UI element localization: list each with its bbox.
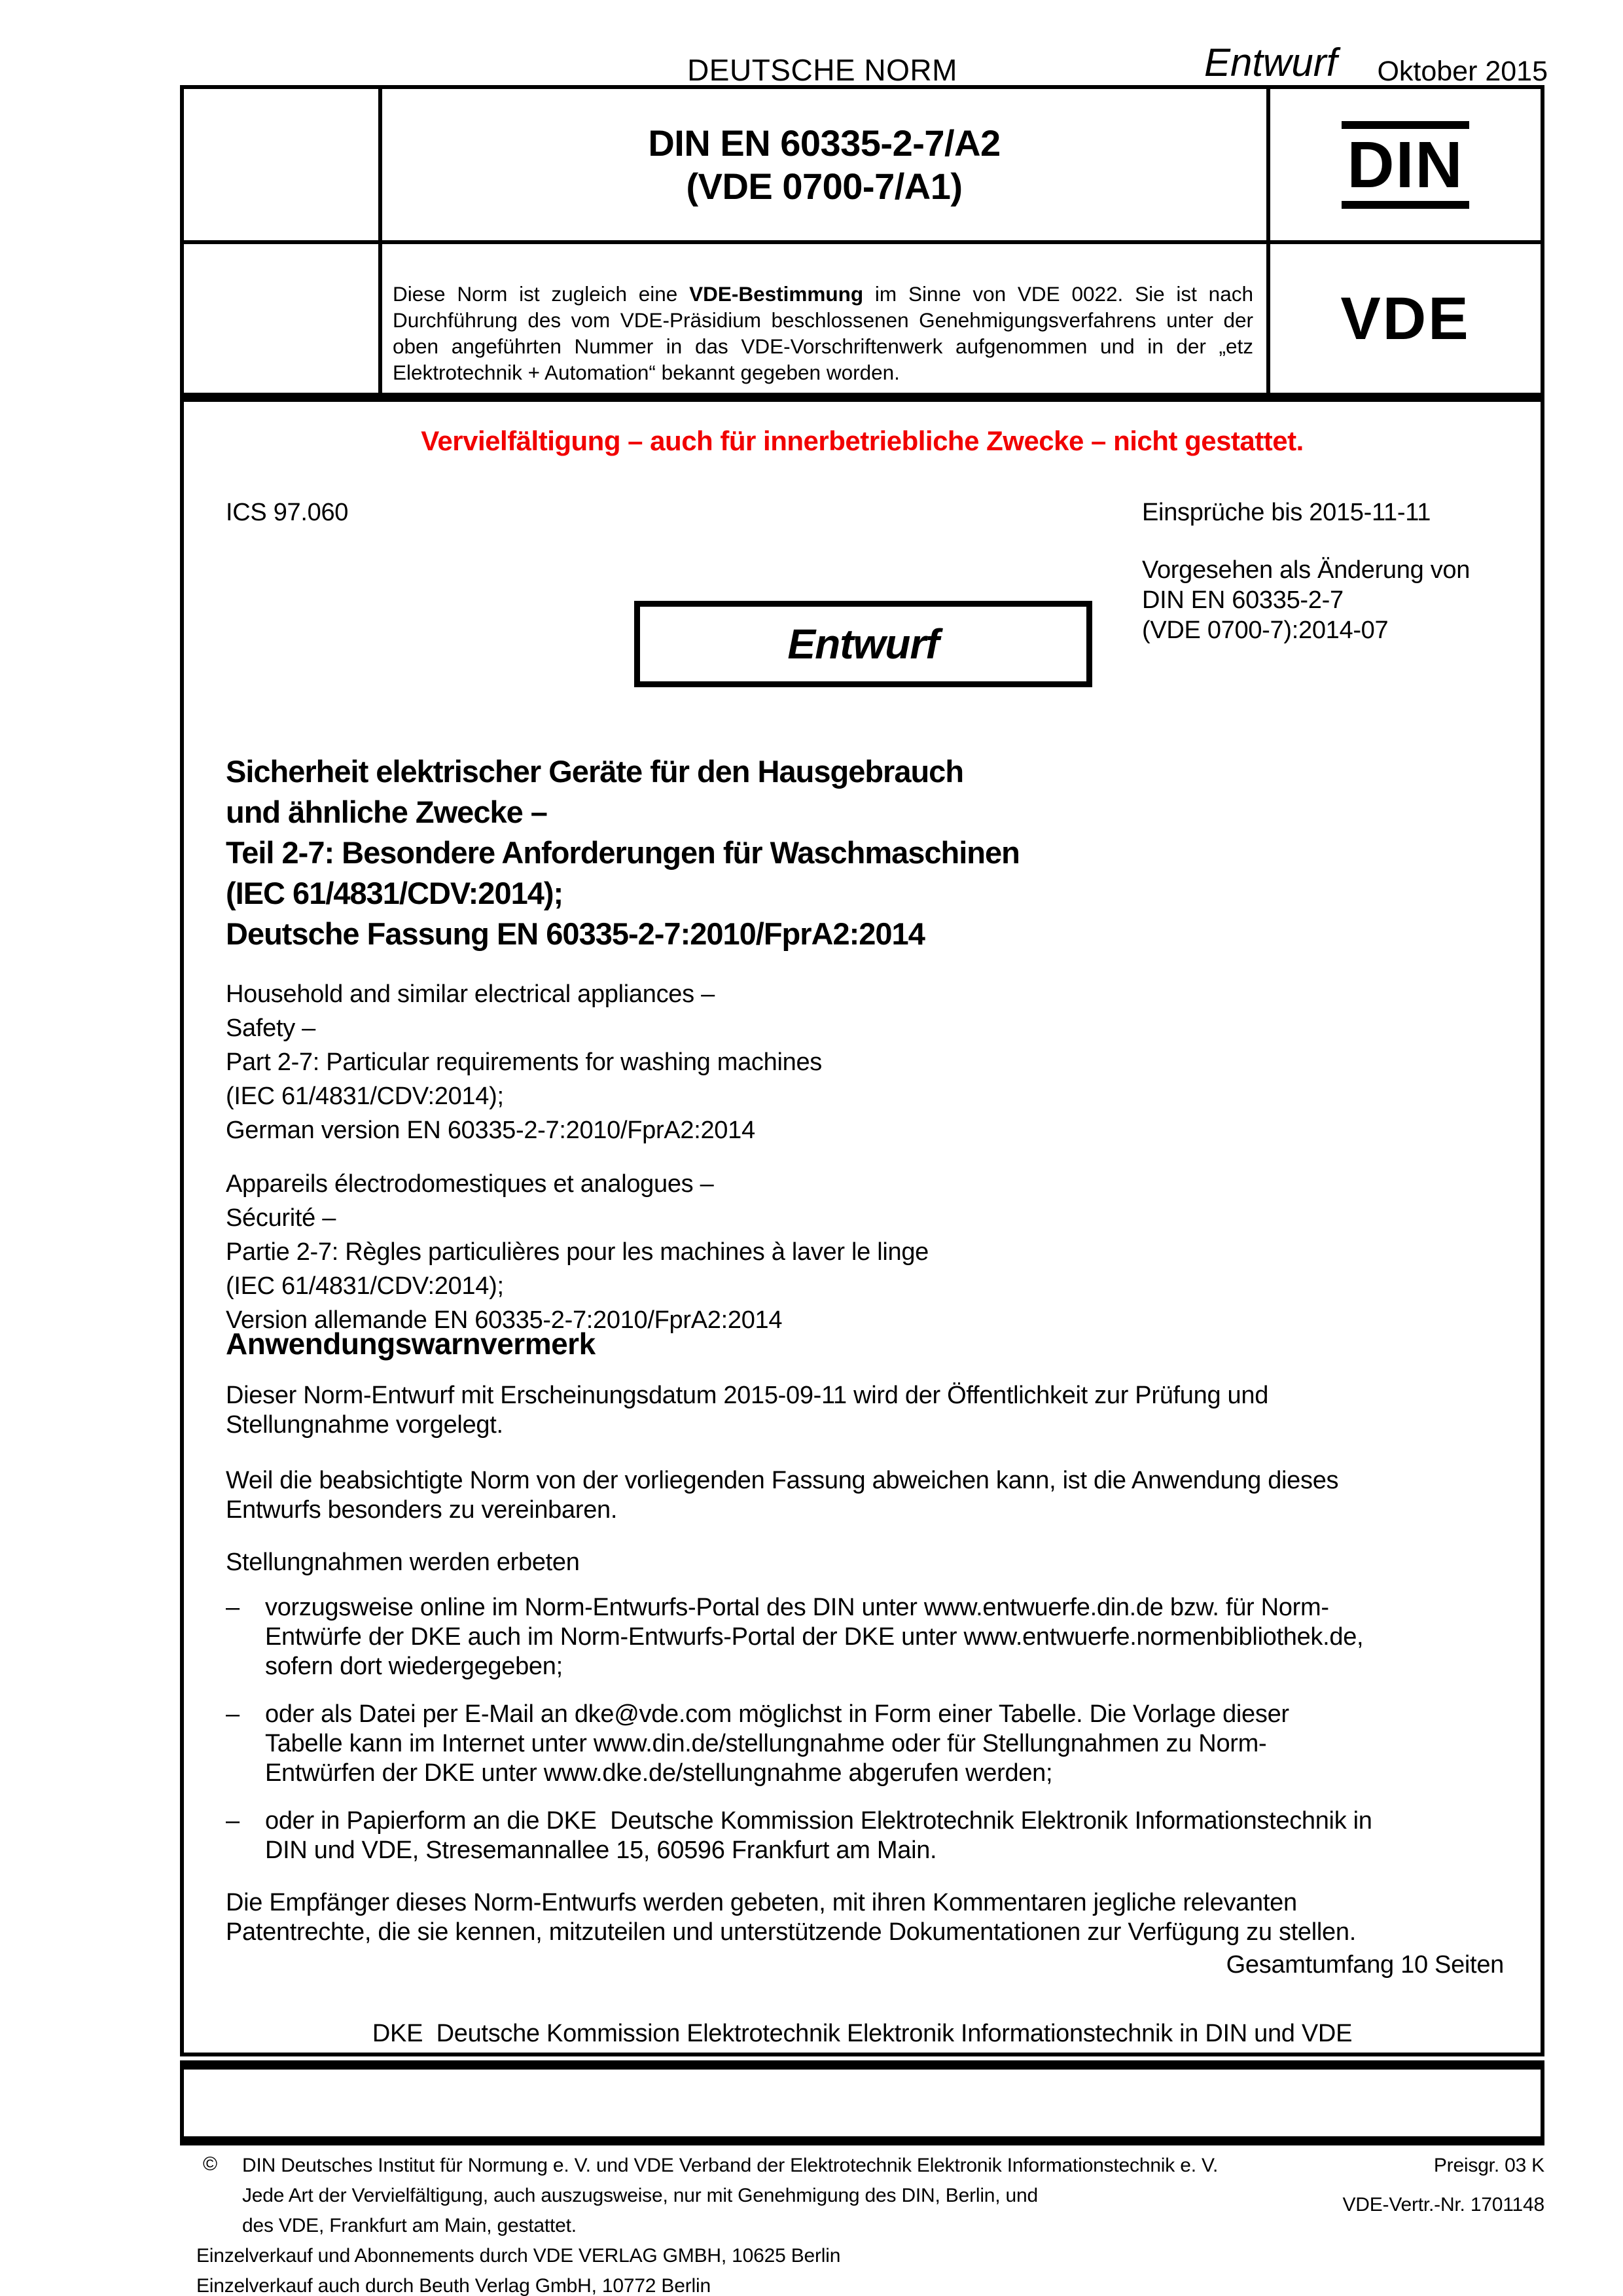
paragraph-line: Stellungnahme vorgelegt. bbox=[226, 1411, 503, 1439]
price-group: Preisgr. 03 K bbox=[1433, 2155, 1544, 2176]
title-english-line: German version EN 60335-2-7:2010/FprA2:2014 bbox=[226, 1117, 755, 1144]
vde-note-cell bbox=[382, 244, 1270, 393]
title-french-line: Sécurité – bbox=[226, 1204, 336, 1232]
bullet-line: oder als Datei per E-Mail an dke@vde.com möglichst in Form einer Tabelle. Die Vorlage dieser bbox=[265, 1700, 1289, 1728]
ics-code: ICS 97.060 bbox=[226, 499, 349, 526]
draft-stamp-label: Entwurf bbox=[787, 620, 939, 668]
objection-deadline: Einsprüche bis 2015-11-11 bbox=[1142, 499, 1431, 526]
din-logo: DIN bbox=[1342, 121, 1469, 209]
paragraph-line: Weil die beabsichtigte Norm von der vorliegenden Fassung abweichen kann, ist die Anwendung dieses bbox=[226, 1467, 1339, 1494]
total-pages: Gesamtumfang 10 Seiten bbox=[1226, 1951, 1504, 1979]
empty-cell-top bbox=[184, 89, 382, 240]
paragraph-line: Patentrechte, die sie kennen, mitzuteilen und unterstützende Dokumentationen zur Verfügung zu stellen. bbox=[226, 1918, 1356, 1946]
masthead-entwurf: Entwurf bbox=[1204, 41, 1338, 84]
vde-note-text bbox=[382, 252, 1266, 386]
title-german-line: (IEC 61/4831/CDV:2014); bbox=[226, 876, 563, 910]
masthead-date: Oktober 2015 bbox=[1377, 56, 1548, 87]
paragraph-line: Entwurfs besonders zu vereinbaren. bbox=[226, 1496, 618, 1524]
warning-paragraph-3: Stellungnahmen werden erbeten bbox=[226, 1549, 580, 1576]
application-warning-heading: Anwendungswarnvermerk bbox=[226, 1327, 596, 1361]
bullet-dash: – bbox=[226, 1807, 240, 1835]
bullet-line: vorzugsweise online im Norm-Entwurfs-Portal des DIN unter www.entwuerfe.din.de bzw. für Norm- bbox=[265, 1594, 1329, 1621]
vde-logo: VDE bbox=[1340, 285, 1471, 352]
title-german-line: Teil 2-7: Besondere Anforderungen für Waschmaschinen bbox=[226, 835, 1020, 870]
title-french-line: Appareils électrodomestiques et analogues – bbox=[226, 1170, 714, 1198]
bullet-line: DIN und VDE, Stresemannallee 15, 60596 Frankfurt am Main. bbox=[265, 1837, 937, 1864]
vde-note-post: im Sinne von VDE 0022. Sie ist nach Durchführung des vom VDE-Präsidium beschlossenen Genehmigungsverfahrens unter der oben angeführten Nummer in das VDE-Vorschriftenwerk aufgenommen und in der „etz Elektrotechnik + Automation“ bekannt gegeben worden. bbox=[393, 281, 1253, 384]
paragraph-line: Dieser Norm-Entwurf mit Erscheinungsdatum 2015-09-11 wird der Öffentlichkeit zur Prüfung und bbox=[226, 1382, 1269, 1409]
title-german-line: Sicherheit elektrischer Geräte für den Hausgebrauch bbox=[226, 754, 964, 789]
comment-option-email bbox=[226, 1700, 1289, 1788]
amendment-note bbox=[1142, 555, 1470, 645]
warning-paragraph-1 bbox=[226, 1381, 1268, 1440]
document-number-line1: DIN EN 60335-2-7/A2 bbox=[648, 122, 1001, 164]
vde-note-pre: Diese Norm ist zugleich eine bbox=[393, 281, 690, 306]
title-german-line: Deutsche Fassung EN 60335-2-7:2010/FprA2:2014 bbox=[226, 916, 925, 951]
amendment-line: (VDE 0700-7):2014-07 bbox=[1142, 617, 1389, 644]
copyright-line-3: des VDE, Frankfurt am Main, gestattet. bbox=[242, 2215, 577, 2236]
copyright-symbol: © bbox=[203, 2153, 217, 2175]
reproduction-restriction-notice: Vervielfältigung – auch für innerbetriebliche Zwecke – nicht gestattet. bbox=[421, 425, 1304, 456]
vde-note-bold: VDE-Bestimmung bbox=[689, 281, 864, 306]
title-english-line: (IEC 61/4831/CDV:2014); bbox=[226, 1083, 504, 1110]
title-french-line: Partie 2-7: Règles particulières pour les machines à laver le linge bbox=[226, 1238, 929, 1266]
title-english-line: Safety – bbox=[226, 1014, 316, 1042]
draft-stamp-box bbox=[634, 601, 1092, 687]
bullet-line: Entwürfen der DKE unter www.dke.de/stellungnahme abgerufen werden; bbox=[265, 1759, 1053, 1787]
bullet-line: sofern dort wiedergegeben; bbox=[265, 1653, 563, 1680]
amendment-line: DIN EN 60335-2-7 bbox=[1142, 586, 1344, 614]
vde-logo-cell bbox=[1270, 244, 1541, 393]
patent-rights-paragraph bbox=[226, 1888, 1356, 1947]
empty-cell-vde bbox=[184, 244, 382, 393]
dke-commission-line: DKE Deutsche Kommission Elektrotechnik Elektronik Informationstechnik in DIN und VDE bbox=[372, 2020, 1353, 2047]
bullet-dash: – bbox=[226, 1594, 240, 1621]
sales-line-1: Einzelverkauf und Abonnements durch VDE VERLAG GMBH, 10625 Berlin bbox=[196, 2245, 841, 2267]
comment-option-online bbox=[226, 1593, 1363, 1681]
copyright-line-2: Jede Art der Vervielfältigung, auch auszugsweise, nur mit Genehmigung des DIN, Berlin, und bbox=[242, 2185, 1039, 2206]
amendment-line: Vorgesehen als Änderung von bbox=[1142, 556, 1471, 584]
warning-paragraph-2 bbox=[226, 1466, 1338, 1525]
title-french bbox=[226, 1167, 929, 1337]
sales-line-2: Einzelverkauf auch durch Beuth Verlag GmbH, 10772 Berlin bbox=[196, 2275, 711, 2296]
bullet-line: Entwürfe der DKE auch im Norm-Entwurfs-Portal der DKE unter www.entwuerfe.normenbibliothek.de, bbox=[265, 1623, 1364, 1651]
title-english-line: Household and similar electrical appliances – bbox=[226, 980, 715, 1008]
bullet-line: oder in Papierform an die DKE Deutsche Kommission Elektrotechnik Elektronik Informationstechnik in bbox=[265, 1807, 1372, 1835]
document-number-cell bbox=[382, 89, 1270, 240]
title-french-line: Version allemande EN 60335-2-7:2010/FprA2:2014 bbox=[226, 1306, 783, 1334]
vde-row bbox=[184, 244, 1541, 402]
title-english bbox=[226, 977, 822, 1147]
copyright-line-1: DIN Deutsches Institut für Normung e. V. und VDE Verband der Elektrotechnik Elektronik Informationstechnik e. V. bbox=[242, 2155, 1219, 2176]
footer-empty-box bbox=[180, 2060, 1544, 2145]
vde-order-number: VDE-Vertr.-Nr. 1701148 bbox=[1342, 2194, 1544, 2215]
content-area bbox=[184, 402, 1541, 2047]
din-logo-cell bbox=[1270, 89, 1541, 240]
document-frame bbox=[180, 85, 1544, 2056]
bullet-line: Tabelle kann im Internet unter www.din.de/stellungnahme oder für Stellungnahmen zu Norm- bbox=[265, 1730, 1267, 1757]
masthead-deutsche-norm: DEUTSCHE NORM bbox=[687, 53, 957, 87]
document-number-line2: (VDE 0700-7/A1) bbox=[686, 165, 963, 207]
comment-option-paper bbox=[226, 1806, 1372, 1865]
title-german bbox=[226, 751, 1020, 954]
title-german-line: und ähnliche Zwecke – bbox=[226, 795, 547, 829]
bullet-dash: – bbox=[226, 1700, 240, 1728]
title-french-line: (IEC 61/4831/CDV:2014); bbox=[226, 1272, 504, 1300]
paragraph-line: Die Empfänger dieses Norm-Entwurfs werden gebeten, mit ihren Kommentaren jegliche relevanten bbox=[226, 1889, 1297, 1916]
title-row bbox=[184, 89, 1541, 244]
title-english-line: Part 2-7: Particular requirements for washing machines bbox=[226, 1049, 822, 1076]
